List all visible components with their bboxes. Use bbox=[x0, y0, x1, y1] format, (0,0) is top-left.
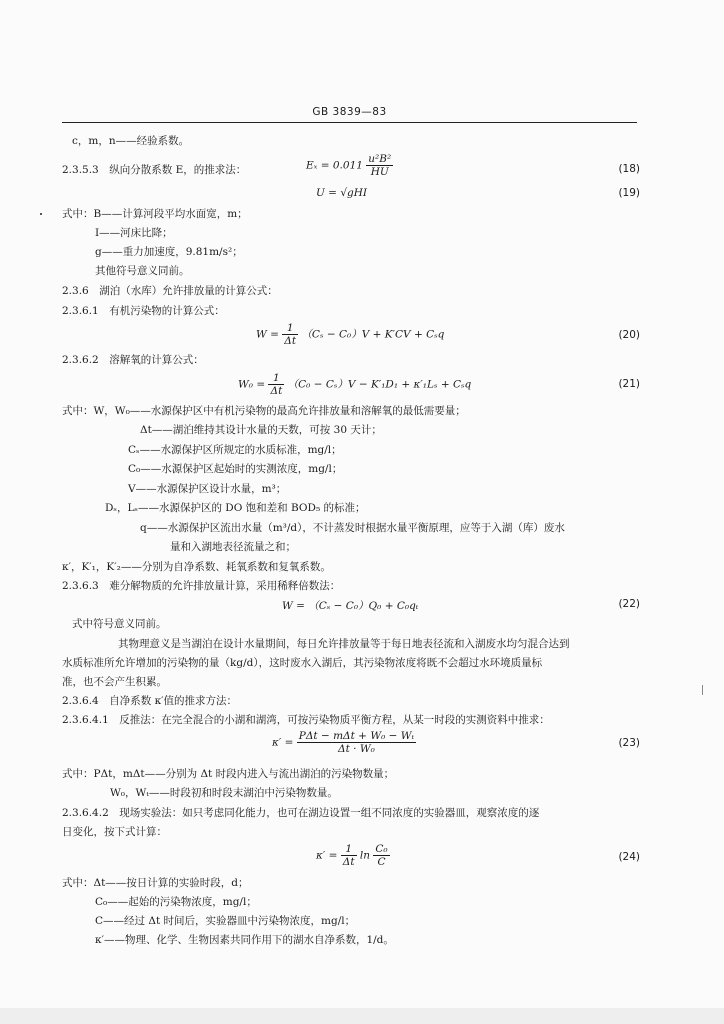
text-line-17: 量和入湖地表径流量之和； bbox=[170, 541, 296, 553]
text-line-21: 其物理意义是当湖泊在设计水量期间，每日允许排放量等于每日地表径流和入湖废水均匀混合达到 bbox=[118, 638, 570, 650]
scan-bottom-edge bbox=[0, 1008, 724, 1024]
text-line-22: 水质标准所允许增加的污染物的量（kg/d），这时废水入湖后，其污染物浓度将既不会超过水环境质量标 bbox=[62, 657, 543, 669]
text-line-19: 2.3.6.3 难分解物质的允许排放量计算，采用稀释倍数法： bbox=[62, 580, 341, 592]
equation-19: U = √gHI bbox=[316, 187, 368, 199]
eq20-numerator: 1 bbox=[282, 322, 298, 335]
text-line-12: Cₛ——水源保护区所规定的水质标准，mg/l； bbox=[128, 444, 342, 456]
eq21-denominator: Δt bbox=[270, 385, 283, 397]
eq21-fraction bbox=[268, 372, 284, 397]
header-rule bbox=[62, 122, 637, 123]
text-line-20: 式中符号意义同前。 bbox=[72, 618, 167, 630]
eq21-lhs: W₀ = bbox=[238, 378, 266, 391]
text-line-23: 准，也不会产生积累。 bbox=[62, 676, 167, 688]
eq21-rhs: （C₀ − Cₛ）V − K′₁D₁ + κ′₁Lₛ + Cₛq bbox=[287, 378, 472, 391]
eq18-denominator: HU bbox=[370, 166, 389, 178]
equation-20 bbox=[256, 322, 444, 347]
eq24-lhs: κ′ = bbox=[316, 849, 338, 862]
eq24-fraction-2 bbox=[373, 843, 389, 868]
eq-number-23: (23) bbox=[618, 737, 640, 749]
scan-edge-mark bbox=[702, 685, 703, 695]
equation-23 bbox=[272, 730, 416, 755]
eq24-denominator-1: Δt bbox=[342, 856, 355, 868]
text-line-3: 式中：B——计算河段平均水面宽，m； bbox=[62, 208, 248, 220]
text-line-32: C——经过 Δt 时间后，实验器皿中污染物浓度，mg/l； bbox=[95, 915, 356, 927]
eq20-denominator: Δt bbox=[284, 335, 297, 347]
eq23-fraction bbox=[297, 730, 416, 755]
eq-number-18: (18) bbox=[618, 163, 640, 175]
eq24-fraction-1 bbox=[341, 843, 357, 868]
eq-number-24: (24) bbox=[618, 851, 640, 863]
equation-24 bbox=[316, 843, 390, 868]
text-line-25: 2.3.6.4.1 反推法：在完全混合的小湖和湖湾，可按污染物质平衡方程，从某一时段的实测资料中推求： bbox=[62, 714, 550, 726]
text-line-18: κ′，K′₁，K′₂——分别为自净系数、耗氧系数和复氧系数。 bbox=[62, 561, 331, 573]
text-line-1: c，m，n——经验系数。 bbox=[72, 135, 190, 147]
eq-number-20: (20) bbox=[618, 329, 640, 341]
eq-number-19: (19) bbox=[618, 187, 640, 199]
eq20-lhs: W = bbox=[256, 328, 279, 341]
eq24-numerator-1: 1 bbox=[341, 843, 357, 856]
text-line-33: κ′——物理、化学、生物因素共同作用下的湖水自净系数，1/d。 bbox=[95, 934, 394, 946]
eq24-ln: ln bbox=[359, 849, 371, 862]
eq18-fraction bbox=[366, 153, 393, 178]
eq-number-21: (21) bbox=[618, 378, 640, 390]
standard-code-header: GB 3839—83 bbox=[312, 106, 387, 118]
eq24-numerator-2: C₀ bbox=[375, 843, 388, 855]
text-line-8: 2.3.6.1 有机污染物的计算公式： bbox=[62, 305, 225, 317]
eq23-denominator: Δt · W₀ bbox=[338, 743, 375, 755]
text-line-4: I——河床比降； bbox=[95, 227, 173, 239]
text-line-15: Dₛ，Lₛ——水源保护区的 DO 饱和差和 BOD₅ 的标准； bbox=[105, 502, 366, 514]
eq23-lhs: κ′ = bbox=[272, 736, 294, 749]
eq24-denominator-2: C bbox=[377, 856, 386, 868]
text-line-11: Δt——湖泊维持其设计水量的天数，可按 30 天计； bbox=[140, 424, 382, 436]
text-line-2: 2.3.5.3 纵向分散系数 E，的推求法： bbox=[62, 164, 247, 176]
text-line-13: C₀——水源保护区起始时的实测浓度，mg/l； bbox=[128, 463, 343, 475]
text-line-7: 2.3.6 湖泊（水库）允许排放量的计算公式： bbox=[62, 285, 278, 297]
equation-22: W = （Cₛ − C₀）Q₀ + C₀qₜ bbox=[282, 600, 419, 612]
text-line-24: 2.3.6.4 自净系数 κ′值的推求方法： bbox=[62, 695, 238, 707]
text-line-28: 2.3.6.4.2 现场实验法：如只考虑同化能力，也可在湖边设置一组不同浓度的实验器皿，观察浓度的逐 bbox=[62, 807, 540, 819]
text-line-10: 式中：W，W₀——水源保护区中有机污染物的最高允许排放量和溶解氧的最低需要量； bbox=[62, 405, 466, 417]
text-line-14: V——水源保护区设计水量，m³； bbox=[128, 483, 287, 495]
eq-number-22: (22) bbox=[618, 598, 640, 610]
scan-speck bbox=[40, 213, 42, 215]
eq23-numerator: PΔt − mΔt + W₀ − Wₜ bbox=[298, 730, 415, 742]
text-line-6: 其他符号意义同前。 bbox=[95, 265, 190, 277]
eq20-rhs: （Cₛ − C₀）V + K′CV + Cₛq bbox=[301, 328, 445, 341]
text-line-26: 式中：PΔt，mΔt——分别为 Δt 时段内进入与流出湖泊的污染物数量； bbox=[62, 768, 395, 780]
text-line-16: q——水源保护区流出水量（m³/d），不计蒸发时根据水量平衡原理，应等于入湖（库）废水 bbox=[140, 522, 565, 534]
eq18-lhs: Eₓ = 0.011 bbox=[306, 159, 363, 172]
text-line-9: 2.3.6.2 溶解氧的计算公式： bbox=[62, 354, 204, 366]
eq21-numerator: 1 bbox=[268, 372, 284, 385]
eq20-fraction bbox=[282, 322, 298, 347]
text-line-5: g——重力加速度，9.81m/s²； bbox=[95, 246, 243, 258]
equation-21 bbox=[238, 372, 471, 397]
equation-18 bbox=[306, 153, 393, 178]
eq18-numerator: u²B² bbox=[368, 153, 392, 165]
text-line-27: W₀，Wₜ——时段初和时段末湖泊中污染物数量。 bbox=[110, 787, 338, 799]
text-line-31: C₀——起始的污染物浓度，mg/l； bbox=[95, 896, 257, 908]
text-line-29: 日变化，按下式计算： bbox=[62, 826, 167, 838]
text-line-30: 式中：Δt——按日计算的实验时段，d； bbox=[62, 877, 249, 889]
